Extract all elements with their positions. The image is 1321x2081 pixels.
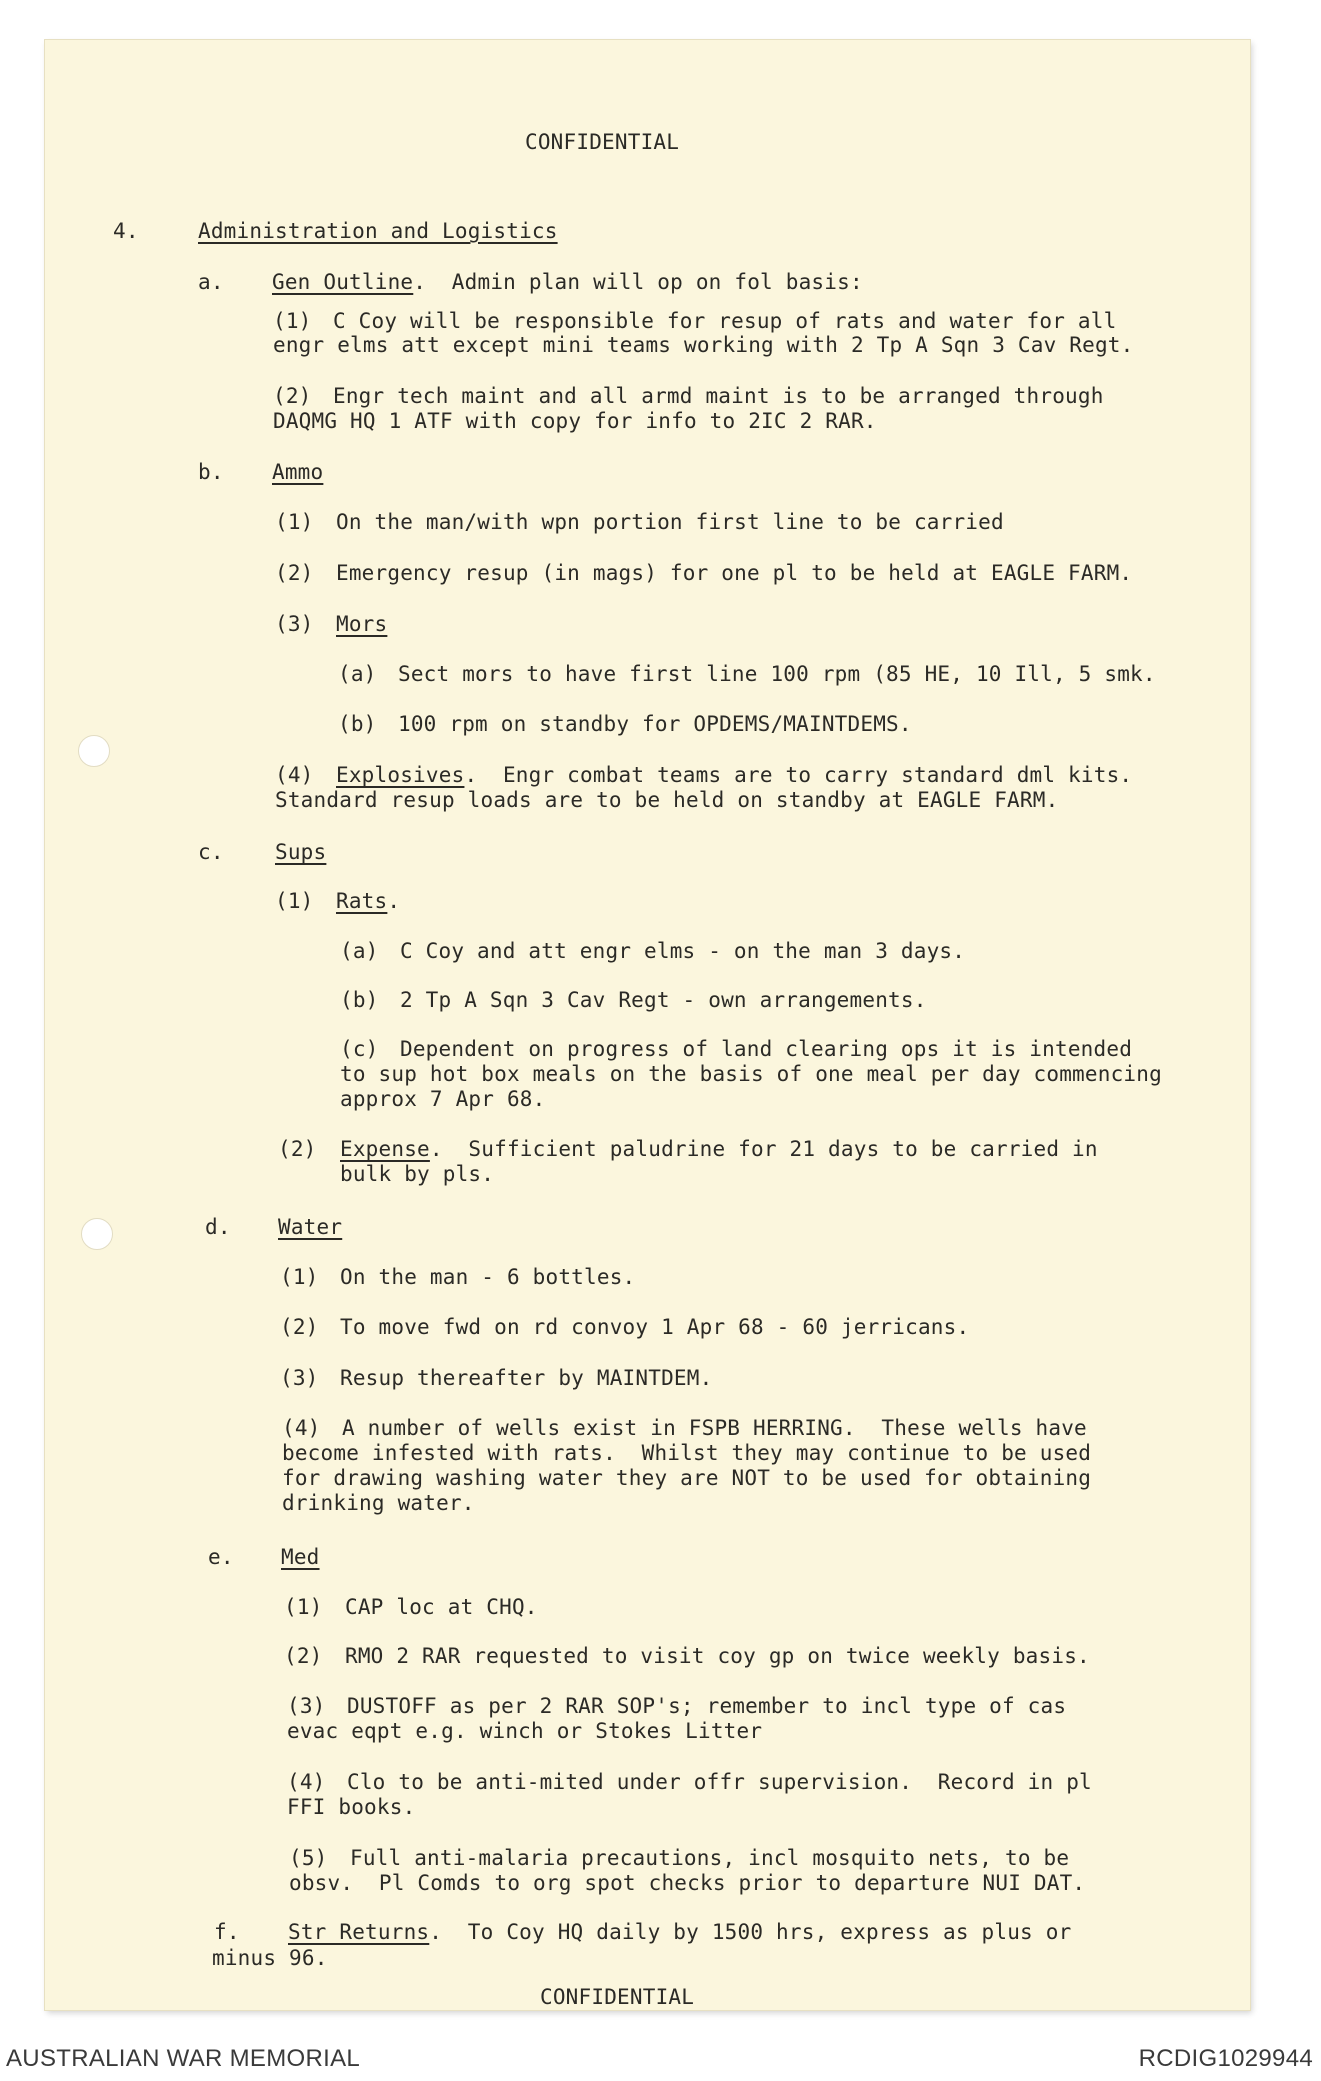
para-b-heading: Ammo (272, 460, 324, 484)
para-d-heading: Water (278, 1215, 343, 1239)
punch-hole (81, 1218, 113, 1250)
rats-a-num: (a) (340, 939, 379, 963)
rats-c-line-1: Dependent on progress of land clearing ops it is intended (400, 1037, 1133, 1061)
para-c-letter: c. (198, 840, 224, 864)
para-e-letter: e. (208, 1545, 234, 1569)
mors-b-num: (b) (338, 712, 377, 736)
mors-a-num: (a) (338, 662, 377, 686)
water-3-text: Resup thereafter by MAINTDEM. (340, 1366, 713, 1390)
explosives-text: . Engr combat teams are to carry standard dml kits. (464, 763, 1133, 787)
para-c-heading: Sups (275, 840, 327, 864)
para-a-letter: a. (198, 270, 224, 294)
rats-heading: Rats (336, 889, 388, 913)
para-b-letter: b. (198, 460, 224, 484)
med-4-num: (4) (287, 1770, 326, 1794)
para-f-letter: f. (214, 1920, 240, 1944)
rats-b-num: (b) (340, 988, 379, 1012)
rats-c-line-3: approx 7 Apr 68. (340, 1087, 546, 1111)
para-a-item-2-line-1: Engr tech maint and all armd maint is to be arranged through (333, 384, 1104, 408)
water-4-num: (4) (282, 1416, 321, 1440)
para-a-heading: Gen Outline (272, 270, 414, 294)
water-1-num: (1) (280, 1265, 319, 1289)
mors-a-text: Sect mors to have first line 100 rpm (85 HE, 10 Ill, 5 smk. (398, 662, 1156, 686)
explosives-num: (4) (275, 763, 314, 787)
confidential-footer-mark: CONFIDENTIAL (540, 1985, 695, 2009)
rats-c-line-2: to sup hot box meals on the basis of one meal per day commencing (340, 1062, 1162, 1086)
para-b-item-2-num: (2) (275, 561, 314, 585)
para-f-text: . To Coy HQ daily by 1500 hrs, express as plus or (429, 1920, 1072, 1944)
explosives-line-1 (336, 763, 1132, 788)
para-b-item-1-num: (1) (275, 510, 314, 534)
expense-line-1 (340, 1137, 1098, 1162)
para-a-heading-line (272, 270, 863, 295)
water-4-line-4: drinking water. (282, 1491, 475, 1515)
para-b-item-2-text: Emergency resup (in mags) for one pl to be held at EAGLE FARM. (336, 561, 1133, 585)
med-5-num: (5) (289, 1846, 328, 1870)
para-a-item-1-line-1: C Coy will be responsible for resup of rats and water for all (333, 309, 1117, 333)
med-5-line-1: Full anti-malaria precautions, incl mosquito nets, to be (350, 1846, 1070, 1870)
para-f-line-2: minus 96. (212, 1946, 328, 1970)
med-5-line-2: obsv. Pl Comds to org spot checks prior to departure NUI DAT. (289, 1871, 1086, 1895)
rats-num: (1) (275, 889, 314, 913)
punch-hole (78, 735, 110, 767)
med-1-text: CAP loc at CHQ. (345, 1595, 538, 1619)
para-a-intro: . Admin plan will op on fol basis: (413, 270, 863, 294)
section-number: 4. (113, 219, 139, 243)
archive-id: RCDIG1029944 (1138, 2045, 1313, 2072)
para-a-item-1-num: (1) (273, 309, 312, 333)
para-a-item-1-line-2: engr elms att except mini teams working with 2 Tp A Sqn 3 Cav Regt. (273, 333, 1134, 357)
explosives-line-2: Standard resup loads are to be held on standby at EAGLE FARM. (275, 788, 1059, 812)
rats-c-num: (c) (340, 1037, 379, 1061)
med-3-line-2: evac eqpt e.g. winch or Stokes Litter (287, 1719, 763, 1743)
water-4-line-1: A number of wells exist in FSPB HERRING. These wells have (342, 1416, 1087, 1440)
med-2-num: (2) (284, 1644, 323, 1668)
med-3-num: (3) (287, 1694, 326, 1718)
med-4-line-2: FFI books. (287, 1795, 416, 1819)
rats-b-text: 2 Tp A Sqn 3 Cav Regt - own arrangements. (400, 988, 927, 1012)
rats-heading-line (336, 889, 400, 914)
expense-heading: Expense (340, 1137, 430, 1161)
para-f-line-1 (288, 1920, 1071, 1945)
water-1-text: On the man - 6 bottles. (340, 1265, 636, 1289)
rats-a-text: C Coy and att engr elms - on the man 3 days. (400, 939, 966, 963)
para-e-heading: Med (281, 1545, 320, 1569)
water-2-text: To move fwd on rd convoy 1 Apr 68 - 60 jerricans. (340, 1315, 970, 1339)
para-d-letter: d. (205, 1215, 231, 1239)
water-4-line-2: become infested with rats. Whilst they may continue to be used (282, 1441, 1092, 1465)
archive-credit: AUSTRALIAN WAR MEMORIAL (6, 2045, 361, 2072)
med-1-num: (1) (284, 1595, 323, 1619)
para-f-heading: Str Returns (288, 1920, 430, 1944)
para-a-item-2-num: (2) (273, 384, 312, 408)
para-b-item-1-text: On the man/with wpn portion first line to be carried (336, 510, 1004, 534)
mors-b-text: 100 rpm on standby for OPDEMS/MAINTDEMS. (398, 712, 912, 736)
explosives-heading: Explosives (336, 763, 465, 787)
water-3-num: (3) (280, 1366, 319, 1390)
para-a-item-2-line-2: DAQMG HQ 1 ATF with copy for info to 2IC 2 RAR. (273, 409, 877, 433)
med-2-text: RMO 2 RAR requested to visit coy gp on twice weekly basis. (345, 1644, 1090, 1668)
expense-text: . Sufficient paludrine for 21 days to be carried in (429, 1137, 1098, 1161)
para-b-item-3-heading: Mors (336, 612, 388, 636)
expense-line-2: bulk by pls. (340, 1162, 495, 1186)
rats-dot: . (387, 889, 401, 913)
expense-num: (2) (278, 1137, 317, 1161)
confidential-header: CONFIDENTIAL (525, 130, 680, 154)
section-title: Administration and Logistics (198, 219, 558, 243)
water-2-num: (2) (280, 1315, 319, 1339)
med-3-line-1: DUSTOFF as per 2 RAR SOP's; remember to incl type of cas (347, 1694, 1067, 1718)
water-4-line-3: for drawing washing water they are NOT to be used for obtaining (282, 1466, 1092, 1490)
para-b-item-3-num: (3) (275, 612, 314, 636)
med-4-line-1: Clo to be anti-mited under offr supervision. Record in pl (347, 1770, 1092, 1794)
